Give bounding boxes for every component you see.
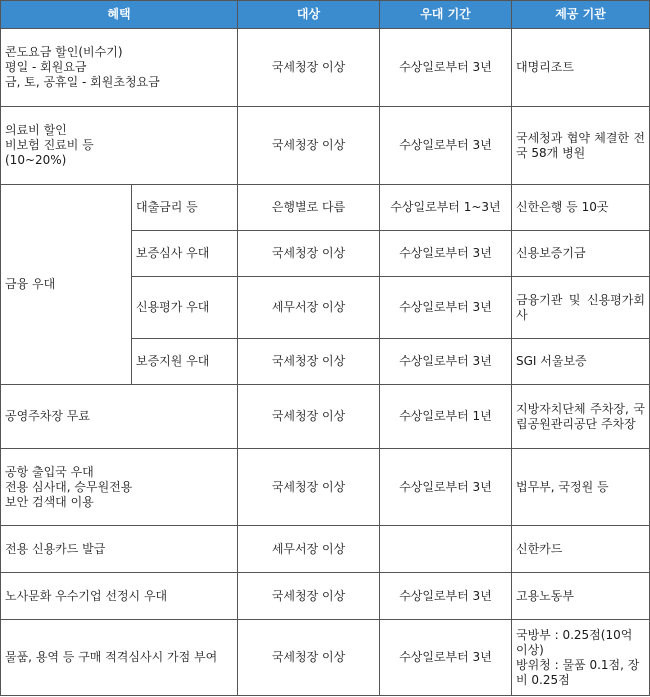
table-row-medical xyxy=(1,107,650,185)
target-cell: 국세청장 이상 xyxy=(238,339,380,385)
target-cell: 국세청장 이상 xyxy=(238,385,380,449)
finance-sub-cell: 대출금리 등 xyxy=(132,185,238,231)
period-cell: 수상일로부터 3년 xyxy=(380,620,512,696)
benefit-cell: 전용 신용카드 발급 xyxy=(1,526,238,573)
target-cell: 국세청장 이상 xyxy=(238,107,380,185)
target-cell: 국세청장 이상 xyxy=(238,449,380,526)
period-cell: 수상일로부터 3년 xyxy=(380,29,512,107)
provider-cell: 대명리조트 xyxy=(512,29,650,107)
table-row-procurement xyxy=(1,620,650,696)
period-cell: 수상일로부터 1년 xyxy=(380,385,512,449)
period-cell: 수상일로부터 1~3년 xyxy=(380,185,512,231)
table-row-airport xyxy=(1,449,650,526)
provider-cell: 신용보증기금 xyxy=(512,231,650,277)
table-row-parking xyxy=(1,385,650,449)
period-cell: 수상일로부터 3년 xyxy=(380,231,512,277)
finance-sub-cell: 보증심사 우대 xyxy=(132,231,238,277)
period-cell xyxy=(380,526,512,573)
header-provider: 제공 기관 xyxy=(512,1,650,29)
table-row-card xyxy=(1,526,650,573)
header-benefit: 혜택 xyxy=(1,1,238,29)
period-cell: 수상일로부터 3년 xyxy=(380,277,512,339)
target-cell: 국세청장 이상 xyxy=(238,29,380,107)
target-cell: 세무서장 이상 xyxy=(238,526,380,573)
table-header-row xyxy=(1,1,650,29)
provider-cell: 고용노동부 xyxy=(512,573,650,620)
finance-sub-cell: 보증지원 우대 xyxy=(132,339,238,385)
provider-cell: 신한카드 xyxy=(512,526,650,573)
finance-label-cell: 금융 우대 xyxy=(1,185,132,385)
benefit-cell: 의료비 할인 비보험 진료비 등 (10~20%) xyxy=(1,107,238,185)
benefit-cell: 물품, 용역 등 구매 적격심사시 가점 부여 xyxy=(1,620,238,696)
target-cell: 국세청장 이상 xyxy=(238,620,380,696)
target-cell: 세무서장 이상 xyxy=(238,277,380,339)
provider-cell: 국방부 : 0.25점(10억 이상) 방위청 : 물품 0.1점, 장비 0.25점 xyxy=(512,620,650,696)
header-period: 우대 기간 xyxy=(380,1,512,29)
provider-cell: 법무부, 국정원 등 xyxy=(512,449,650,526)
benefit-cell: 콘도요금 할인(비수기) 평일 - 회원요금 금, 토, 공휴일 - 회원초청요금 xyxy=(1,29,238,107)
benefit-cell: 노사문화 우수기업 선정시 우대 xyxy=(1,573,238,620)
benefit-cell: 공영주차장 무료 xyxy=(1,385,238,449)
provider-cell: 신한은행 등 10곳 xyxy=(512,185,650,231)
benefit-cell: 공항 출입국 우대 전용 심사대, 승무원전용 보안 검색대 이용 xyxy=(1,449,238,526)
provider-cell: SGI 서울보증 xyxy=(512,339,650,385)
table-row-finance-loan xyxy=(1,185,650,231)
finance-sub-cell: 신용평가 우대 xyxy=(132,277,238,339)
period-cell: 수상일로부터 3년 xyxy=(380,339,512,385)
target-cell: 국세청장 이상 xyxy=(238,573,380,620)
provider-cell: 금융기관 및 신용평가회사 xyxy=(512,277,650,339)
provider-cell: 지방자치단체 주차장, 국립공원관리공단 주차장 xyxy=(512,385,650,449)
period-cell: 수상일로부터 3년 xyxy=(380,107,512,185)
period-cell: 수상일로부터 3년 xyxy=(380,449,512,526)
provider-cell: 국세청과 협약 체결한 전국 58개 병원 xyxy=(512,107,650,185)
target-cell: 국세청장 이상 xyxy=(238,231,380,277)
header-target: 대상 xyxy=(238,1,380,29)
period-cell: 수상일로부터 3년 xyxy=(380,573,512,620)
table-row-condo xyxy=(1,29,650,107)
table-row-labor xyxy=(1,573,650,620)
target-cell: 은행별로 다름 xyxy=(238,185,380,231)
